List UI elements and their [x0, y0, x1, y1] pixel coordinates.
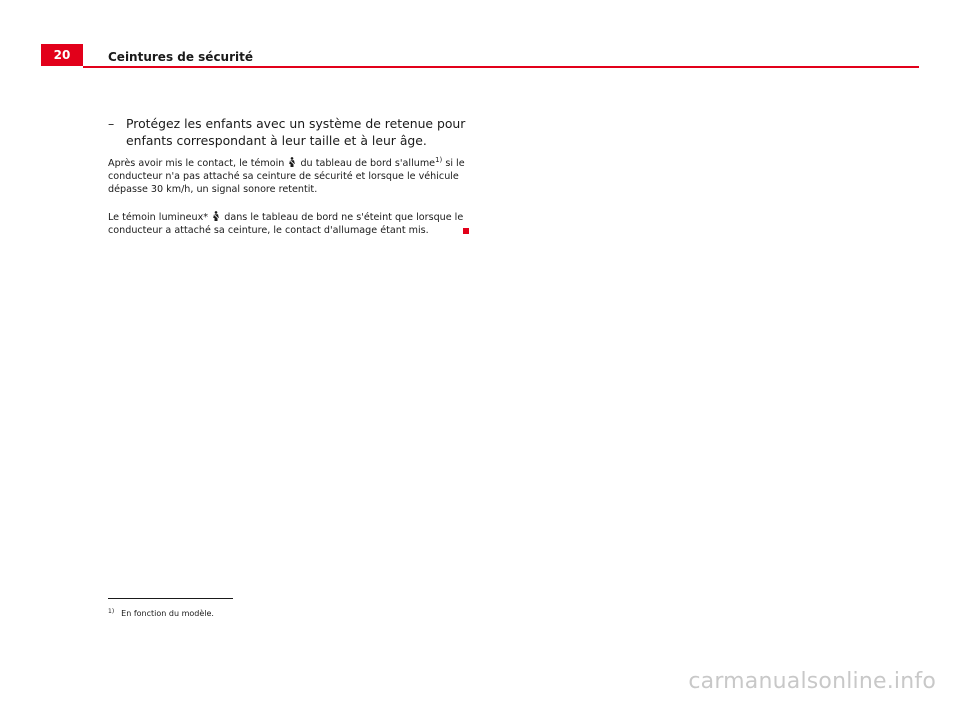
- footnote-marker: 1): [108, 608, 115, 615]
- bullet-item: [108, 115, 468, 149]
- bullet-dash: –: [108, 116, 115, 131]
- watermark: carmanualsonline.info: [688, 669, 936, 694]
- page-number: 20: [41, 44, 83, 66]
- seatbelt-warning-icon: [212, 211, 220, 221]
- footnote-rule: [108, 598, 233, 599]
- paragraph1-part1: Après avoir mis le contact, le témoin: [108, 158, 285, 169]
- section-end-marker: [463, 228, 469, 234]
- paragraph1-part3: si le conducteur n'a pas attaché sa ceinture de sécurité et lorsque le véhicule dépasse 30 km/h, un signal sonore retentit.: [108, 158, 465, 195]
- header-rule: [83, 66, 919, 68]
- chapter-title: Ceintures de sécurité: [108, 50, 254, 64]
- footnote-reference: 1): [435, 156, 443, 164]
- paragraph1-part2: du tableau de bord s'allume: [300, 158, 436, 169]
- paragraph2-part2: dans le tableau de bord ne s'éteint que lorsque le conducteur a attaché sa ceinture, le contact d'allumage étant mis.: [108, 212, 464, 236]
- paragraph-warning-light: [108, 211, 468, 237]
- bullet-text: Protégez les enfants avec un système de retenue pour enfants correspondant à leur taille et à leur âge.: [126, 116, 466, 148]
- paragraph2-part1: Le témoin lumineux*: [108, 212, 209, 223]
- seatbelt-warning-icon: [288, 157, 296, 167]
- footnote: [108, 606, 214, 619]
- footnote-text: En fonction du modèle.: [121, 609, 214, 618]
- paragraph-seatbelt-warning: [108, 157, 468, 196]
